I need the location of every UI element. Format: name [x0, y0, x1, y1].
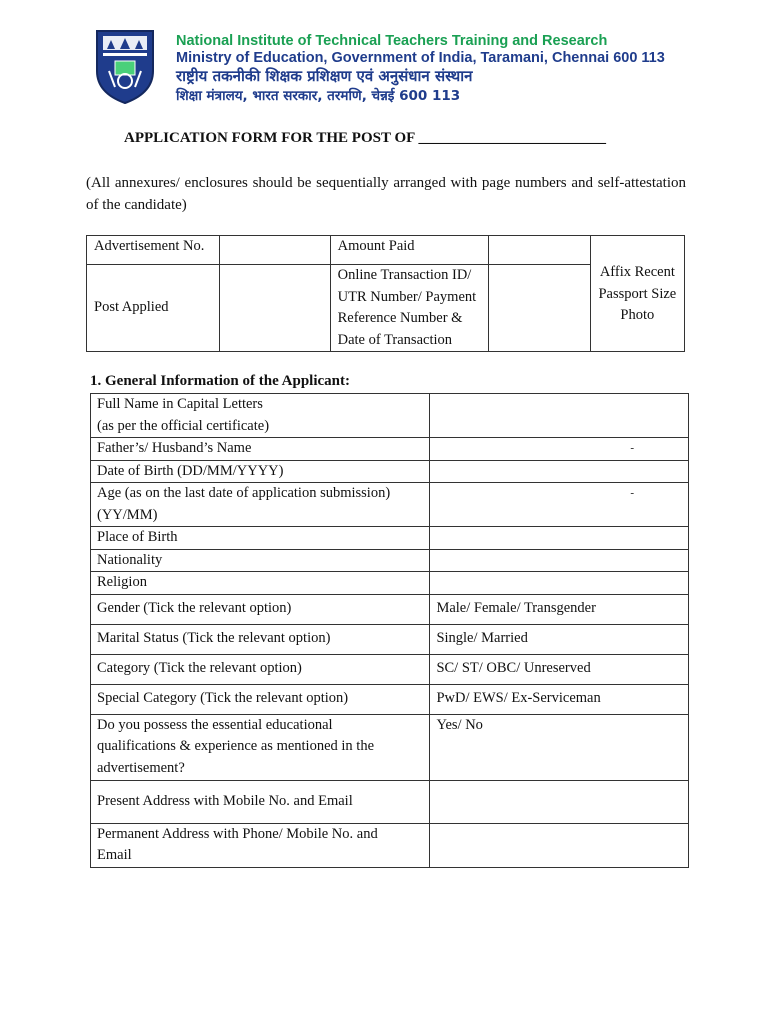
age-text-1: Age (as on the last date of application submission) — [97, 485, 391, 501]
full-name-field[interactable] — [430, 394, 689, 438]
institute-logo — [93, 27, 157, 105]
full-name-text-2: (as per the official certificate) — [97, 417, 270, 434]
marital-status-options[interactable]: Single/ Married — [430, 624, 689, 654]
transaction-text-2: UTR Number/ Payment — [337, 288, 477, 305]
hindi-institute-name: राष्ट्रीय तकनीकी शिक्षक प्रशिक्षण एवं अनुसंधान संस्थान — [176, 67, 473, 85]
gender-options[interactable]: Male/ Female/ Transgender — [430, 594, 689, 624]
religion-label: Religion — [91, 572, 430, 595]
photo-text-2: Passport Size — [598, 285, 677, 302]
marital-status-label: Marital Status (Tick the relevant option) — [91, 624, 430, 654]
amount-paid-field[interactable] — [489, 236, 590, 265]
qualification-text-2: qualifications & experience as mentioned in the — [97, 738, 375, 754]
dash-mark: - — [630, 487, 634, 499]
father-husband-field[interactable] — [430, 438, 689, 461]
permanent-address-text-1: Permanent Address with Phone/ Mobile No. and — [97, 825, 378, 842]
category-label: Category (Tick the relevant option) — [91, 654, 430, 684]
amount-paid-label: Amount Paid — [330, 236, 489, 265]
hindi-ministry-line: शिक्षा मंत्रालय, भारत सरकार, तरमणि, चेन्नई 600 113 — [176, 88, 461, 104]
transaction-text-3: Reference Number & — [337, 310, 463, 326]
institute-name: National Institute of Technical Teachers Training and Research — [176, 33, 608, 49]
place-of-birth-label: Place of Birth — [91, 527, 430, 550]
present-address-label: Present Address with Mobile No. and Email — [91, 780, 430, 823]
qualification-label — [91, 714, 430, 780]
dob-label: Date of Birth (DD/MM/YYYY) — [91, 460, 430, 483]
age-field[interactable] — [430, 483, 689, 527]
transaction-label — [330, 265, 489, 352]
application-header-table — [86, 235, 685, 352]
religion-field[interactable] — [430, 572, 689, 595]
permanent-address-text-2: Email — [97, 847, 132, 863]
form-title: APPLICATION FORM FOR THE POST OF _________________________ — [124, 130, 606, 146]
place-of-birth-field[interactable] — [430, 527, 689, 550]
nationality-field[interactable] — [430, 549, 689, 572]
dob-field[interactable] — [430, 460, 689, 483]
dash-mark: - — [630, 442, 634, 454]
section-title: 1. General Information of the Applicant: — [90, 373, 350, 389]
ministry-line: Ministry of Education, Government of India, Taramani, Chennai 600 113 — [176, 50, 665, 66]
age-text-2: (YY/MM) — [97, 506, 158, 523]
special-category-label: Special Category (Tick the relevant option) — [91, 684, 430, 714]
nationality-label: Nationality — [91, 549, 430, 572]
photo-text-3: Photo — [620, 307, 655, 323]
age-label — [91, 483, 430, 527]
permanent-address-field[interactable] — [430, 823, 689, 867]
general-info-table — [90, 393, 689, 868]
full-name-label — [91, 394, 430, 438]
present-address-field[interactable] — [430, 780, 689, 823]
photo-box — [590, 236, 684, 352]
advertisement-no-field[interactable] — [220, 236, 330, 265]
instructions: (All annexures/ enclosures should be sequentially arranged with page numbers and self-attestation of the candidate) — [86, 175, 686, 213]
full-name-text-1: Full Name in Capital Letters — [97, 396, 263, 412]
category-options[interactable]: SC/ ST/ OBC/ Unreserved — [430, 654, 689, 684]
post-applied-field[interactable] — [220, 265, 330, 352]
special-category-options[interactable]: PwD/ EWS/ Ex-Serviceman — [430, 684, 689, 714]
transaction-text-4: Date of Transaction — [337, 331, 452, 348]
qualification-options[interactable]: Yes/ No — [430, 714, 689, 780]
permanent-address-label — [91, 823, 430, 867]
transaction-text-1: Online Transaction ID/ — [337, 267, 472, 283]
qualification-text-3: advertisement? — [97, 759, 185, 776]
photo-text-1: Affix Recent — [599, 264, 675, 280]
post-applied-label: Post Applied — [87, 265, 220, 352]
transaction-field[interactable] — [489, 265, 590, 352]
qualification-text-1: Do you possess the essential educational — [97, 716, 333, 733]
advertisement-no-label: Advertisement No. — [87, 236, 220, 265]
father-husband-label: Father’s/ Husband’s Name — [91, 438, 430, 461]
gender-label: Gender (Tick the relevant option) — [91, 594, 430, 624]
